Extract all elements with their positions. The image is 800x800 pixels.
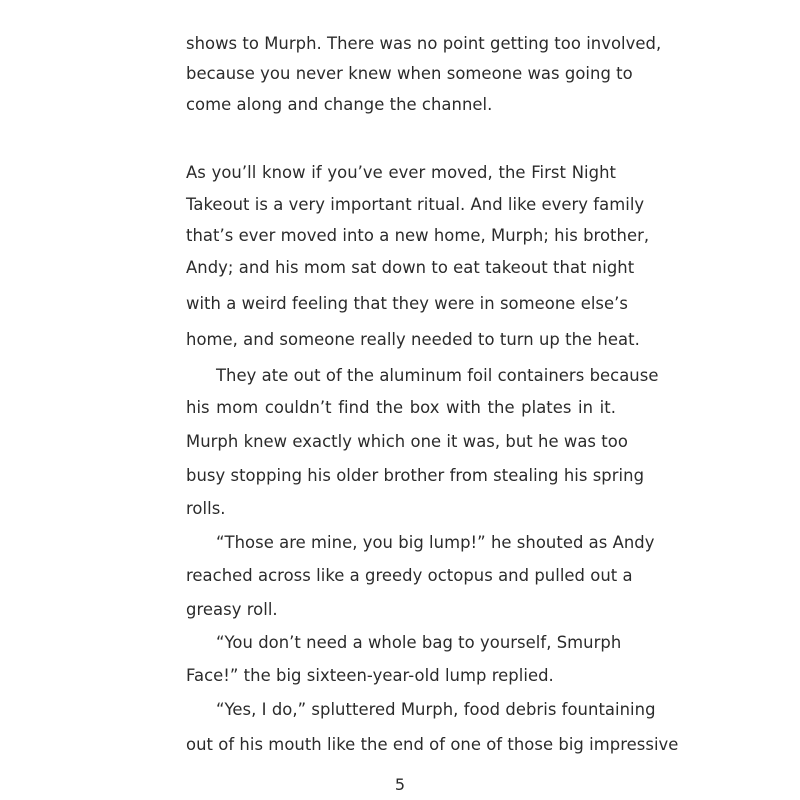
text-line: come along and change the channel. [186,95,493,114]
text-line: Andy; and his mom sat down to eat takeout that night [186,258,635,277]
text-line: out of his mouth like the end of one of those big impressive [186,735,679,754]
text-line: greasy roll. [186,600,278,619]
text-line: busy stopping his older brother from stealing his spring [186,466,645,485]
text-line: “You don’t need a whole bag to yourself, Smurph [216,633,622,652]
text-line: rolls. [186,499,226,518]
text-line: home, and someone really needed to turn up the heat. [186,330,640,349]
text-line: reached across like a greedy octopus and pulled out a [186,566,633,585]
text-line: because you never knew when someone was going to [186,64,633,83]
page-number: 5 [394,775,406,794]
text-line: his mom couldn’t find the box with the plates in it. [186,398,616,417]
text-line: “Those are mine, you big lump!” he shouted as Andy [216,533,655,552]
text-line: As you’ll know if you’ve ever moved, the First Night [186,163,616,182]
text-line: that’s ever moved into a new home, Murph; his brother, [186,226,650,245]
text-line: Takeout is a very important ritual. And like every family [186,195,645,214]
text-line: shows to Murph. There was no point getting too involved, [186,34,662,53]
text-line: “Yes, I do,” spluttered Murph, food debris fountaining [216,700,656,719]
text-line: with a weird feeling that they were in someone else’s [186,294,629,313]
text-line: They ate out of the aluminum foil containers because [216,366,659,385]
text-line: Murph knew exactly which one it was, but he was too [186,432,628,451]
text-line: Face!” the big sixteen-year-old lump replied. [186,666,554,685]
